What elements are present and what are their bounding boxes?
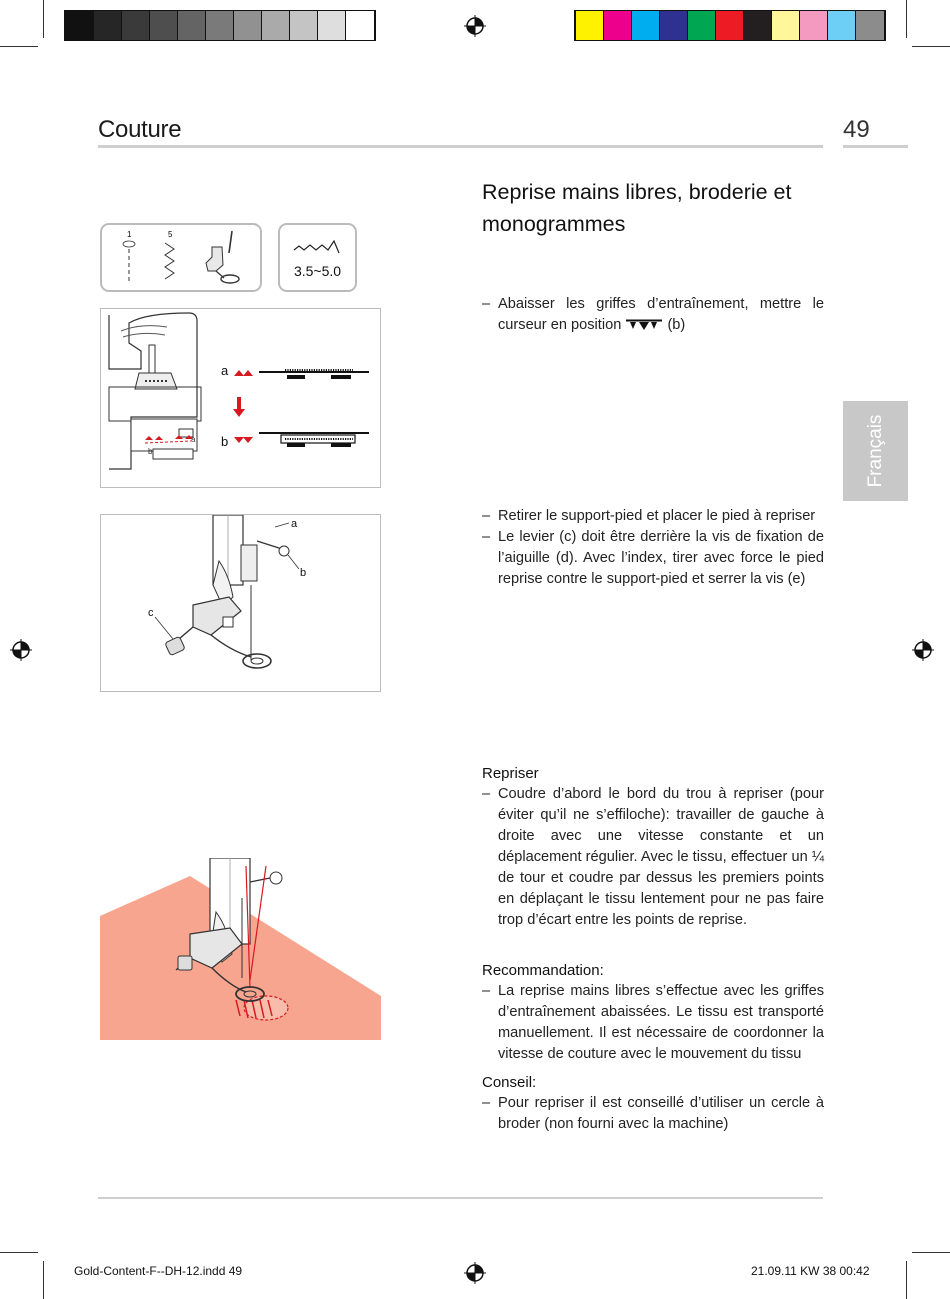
list-item: – Pour repriser il est conseillé d’utiliser un cercle à broder (non fourni avec la machine): [482, 1095, 824, 1132]
darning-foot-figure: [100, 514, 381, 692]
footer-timestamp: 21.09.11 KW 38 00:42: [751, 1264, 870, 1278]
subheading-conseil: Conseil:: [482, 1074, 537, 1091]
feed-label-a: a: [221, 363, 229, 378]
small-label-b: b: [148, 447, 153, 456]
stitch-pattern-icon: [102, 225, 260, 290]
list-item: – La reprise mains libres s’effectue avec les griffes d’entraînement abaissées. Le tissu est transporté manuellement. Il est nécessaire de coordonner la vitesse de couture avec le mouvement du tissu: [482, 983, 824, 1062]
header-rule-right: [843, 145, 908, 148]
header-rule: [98, 145, 823, 148]
bullet-text: Abaisser les griffes d’entraînement, mettre le curseur en position: [498, 296, 824, 333]
instructions-conseil: [482, 1072, 824, 1135]
list-item: – Le levier (c) doit être derrière la vis de fixation de l’aiguille (d). Avec l’index, tirer avec force le pied reprise contre le support-pied et serrer la vis (e): [482, 529, 824, 587]
small-label-a: a: [191, 435, 196, 444]
instructions-foot: [482, 506, 824, 590]
registration-mark-icon: [912, 639, 934, 661]
foot-label-b: b: [300, 567, 307, 579]
instructions-recommandation: [482, 960, 824, 1065]
sewing-machine-icon: [101, 309, 380, 487]
list-item: – Coudre d’abord le bord du trou à repriser (pour éviter qu’il ne s’effiloche): travailler de gauche à droite avec une vitesse constante et un déplacement régulier. Avec le tissu, effectuer un ¼ de tour et coudre par dessus les premiers points en déplaçant le tissu lentement pour ne pas faire trop d’écart entre les points de reprise.: [482, 786, 824, 928]
stitch-number-1: 1: [127, 230, 132, 239]
subheading-repriser: Repriser: [482, 765, 539, 782]
instructions-repriser: [482, 763, 824, 931]
foot-label-c: c: [148, 607, 154, 619]
section-title: Reprise mains libres, broderie et monogrammes: [482, 180, 792, 236]
registration-mark-icon: [464, 15, 486, 37]
language-tab: [843, 401, 908, 501]
instructions-feed: [482, 294, 824, 336]
darning-fabric-figure: [100, 858, 381, 1041]
footer-rule: [98, 1197, 823, 1199]
darning-foot-icon: [101, 515, 380, 691]
page-title: Couture: [98, 116, 182, 143]
language-tab-label: Français: [864, 414, 886, 488]
list-item: – Retirer le support-pied et placer le pied à repriser: [482, 508, 816, 524]
bullet-text-end: (b): [667, 317, 686, 333]
stitch-number-5: 5: [168, 230, 173, 239]
page-number: 49: [843, 116, 870, 143]
stitch-settings-panel: [100, 223, 262, 292]
feed-dog-figure: [100, 308, 381, 488]
foot-label-a: a: [291, 518, 298, 530]
registration-mark-icon: [10, 639, 32, 661]
stitch-length-panel: [278, 223, 357, 292]
feed-label-b: b: [221, 434, 229, 449]
feed-down-symbol-icon: [625, 319, 663, 331]
footer-file-info: Gold-Content-F--DH-12.indd 49: [74, 1264, 243, 1278]
subheading-recommandation: Recommandation:: [482, 962, 604, 979]
list-item: – Abaisser les griffes d’entraînement, mettre le curseur en position (b): [482, 296, 824, 333]
registration-mark-icon: [464, 1262, 486, 1284]
stitch-length-value: 3.5~5.0: [293, 263, 342, 279]
zigzag-icon: [280, 233, 355, 263]
